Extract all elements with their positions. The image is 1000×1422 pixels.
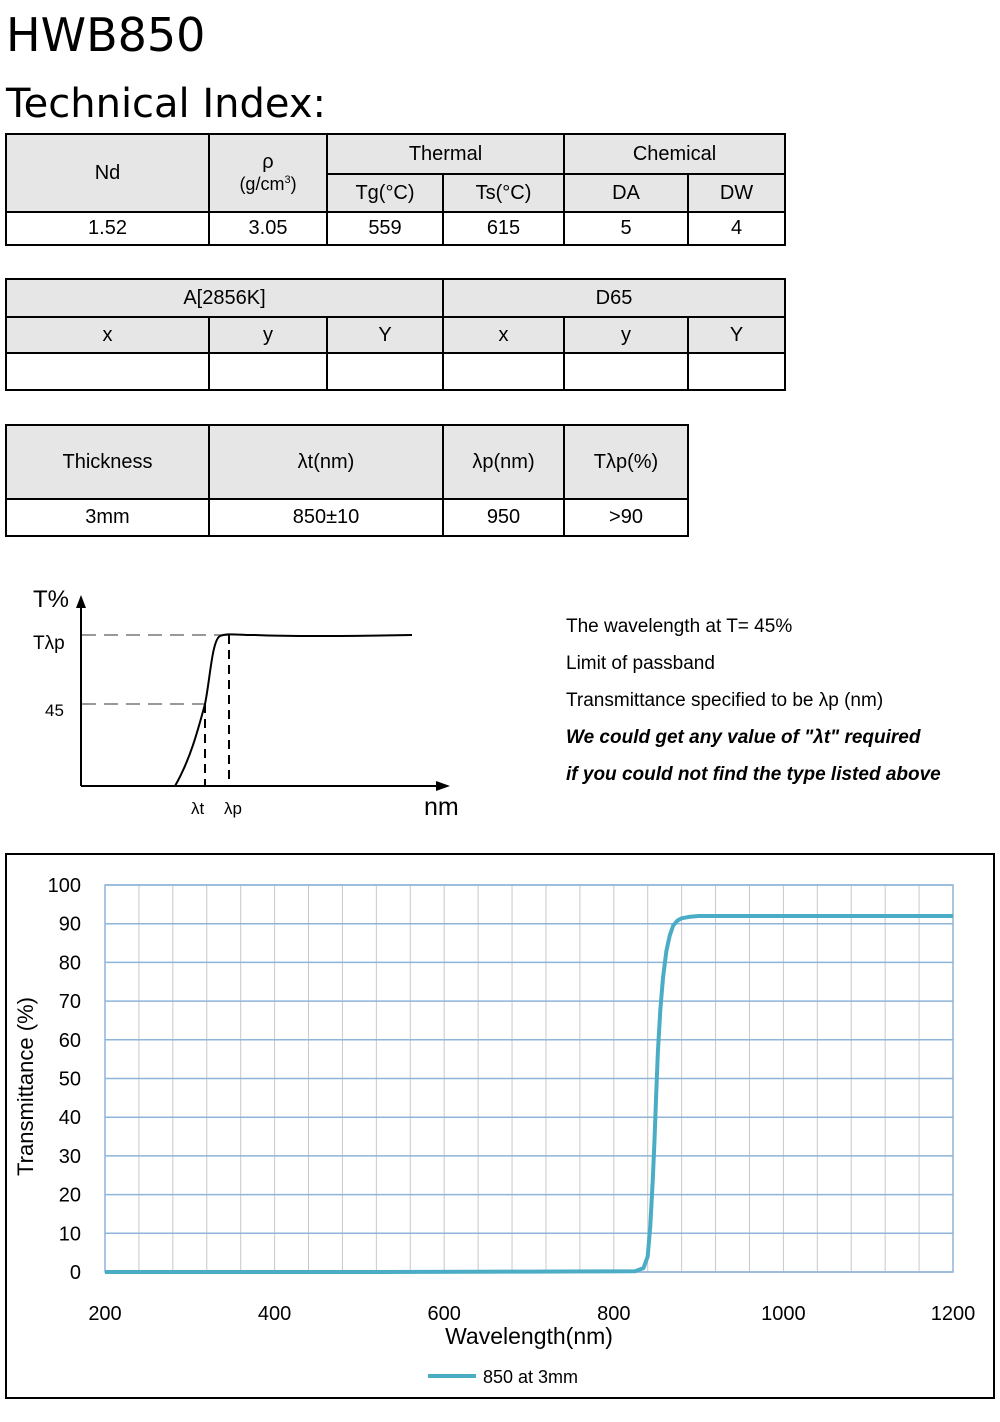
section-title: Technical Index:: [6, 81, 326, 127]
y-axis-label: Transmittance (%): [13, 997, 38, 1176]
y-tick-label: 100: [47, 875, 81, 897]
schematic-curve: [175, 634, 412, 786]
ts-value: 615: [443, 212, 564, 245]
dw-header: DW: [688, 174, 785, 212]
schematic-diagram: [0, 575, 520, 825]
d65-Y-value: [688, 353, 785, 390]
a-y-header: y: [209, 317, 327, 353]
schematic-lambda-t-label: λt: [191, 799, 205, 818]
y-tick-label: 60: [58, 1029, 81, 1052]
y-tick-label: 20: [58, 1184, 81, 1207]
a-x-header: x: [6, 317, 209, 353]
y-tick-label: 10: [58, 1223, 81, 1246]
lambda-t-header: λt(nm): [209, 425, 443, 499]
d65-y-value: [564, 353, 688, 390]
y-tick-label: 90: [58, 913, 81, 936]
a-Y-value: [327, 353, 443, 390]
product-title: HWB850: [6, 8, 206, 62]
a-Y-header: Y: [327, 317, 443, 353]
optical-table: [5, 424, 689, 537]
x-tick-label: 600: [427, 1303, 461, 1325]
t-lambda-p-value: >90: [564, 499, 688, 536]
chromaticity-table: [5, 278, 786, 391]
a2856k-header: A[2856K]: [6, 279, 443, 317]
d65-x-header: x: [443, 317, 564, 353]
rho-unit-sup: 3: [284, 174, 291, 186]
nd-value: 1.52: [6, 212, 209, 245]
y-tick-label: 70: [58, 991, 81, 1014]
tg-value: 559: [327, 212, 443, 245]
density-header: [209, 134, 327, 212]
note-t-lambda-p: Transmittance specified to be λp (nm): [566, 690, 884, 711]
property-table: [5, 133, 786, 246]
x-axis-label: Wavelength(nm): [445, 1323, 613, 1349]
legend-label: 850 at 3mm: [483, 1367, 579, 1387]
x-tick-label: 200: [88, 1303, 122, 1325]
x-tick-label: 1000: [761, 1303, 806, 1325]
rho-value: 3.05: [209, 212, 327, 245]
notes-list: [566, 612, 941, 797]
y-tick-label: 80: [58, 952, 81, 975]
d65-x-value: [443, 353, 564, 390]
note-custom-1: We could get any value of "λt" required: [566, 727, 921, 748]
lambda-p-value: 950: [443, 499, 564, 536]
x-tick-label: 800: [597, 1303, 631, 1325]
schematic-y-label: T%: [33, 586, 69, 613]
schematic-lambda-p-label: λp: [224, 799, 242, 818]
lambda-t-value: 850±10: [209, 499, 443, 536]
a-y-value: [209, 353, 327, 390]
d65-header: D65: [443, 279, 785, 317]
ts-header: Ts(°C): [443, 174, 564, 212]
thermal-header: Thermal: [327, 134, 564, 174]
rho-symbol: ρ: [262, 151, 274, 173]
da-value: 5: [564, 212, 688, 245]
x-tick-label: 400: [257, 1303, 292, 1325]
thickness-header: Thickness: [6, 425, 209, 499]
a-x-value: [6, 353, 209, 390]
schematic-tlp-label: Tλp: [33, 633, 65, 654]
rho-unit-prefix: (g/cm: [239, 174, 285, 194]
chemical-header: Chemical: [564, 134, 785, 174]
tg-header: Tg(°C): [327, 174, 443, 212]
y-tick-label: 50: [58, 1068, 81, 1091]
rho-unit: [210, 174, 326, 195]
schematic-45-label: 45: [45, 701, 64, 720]
x-tick-label: 1200: [930, 1303, 976, 1325]
lambda-p-header: λp(nm): [443, 425, 564, 499]
series-line-0: [105, 916, 953, 1272]
note-custom-2: if you could not find the type listed above: [566, 764, 941, 785]
thickness-value: 3mm: [6, 499, 209, 536]
y-tick-label: 40: [58, 1107, 81, 1130]
schematic-x-arrow: [436, 781, 450, 791]
schematic-y-arrow: [76, 595, 86, 608]
d65-Y-header: Y: [688, 317, 785, 353]
transmittance-chart: [0, 853, 1000, 1403]
note-lambda-p: Limit of passband: [566, 653, 715, 674]
y-tick-label: 30: [58, 1145, 81, 1168]
y-tick-label: 0: [69, 1262, 81, 1284]
schematic-x-label: nm: [424, 793, 459, 821]
rho-unit-suffix: ): [290, 174, 297, 194]
d65-y-header: y: [564, 317, 688, 353]
dw-value: 4: [688, 212, 785, 245]
da-header: DA: [564, 174, 688, 212]
note-lambda-t: The wavelength at T= 45%: [566, 616, 793, 637]
nd-header: Nd: [6, 134, 209, 212]
t-lambda-p-header: Tλp(%): [564, 425, 688, 499]
